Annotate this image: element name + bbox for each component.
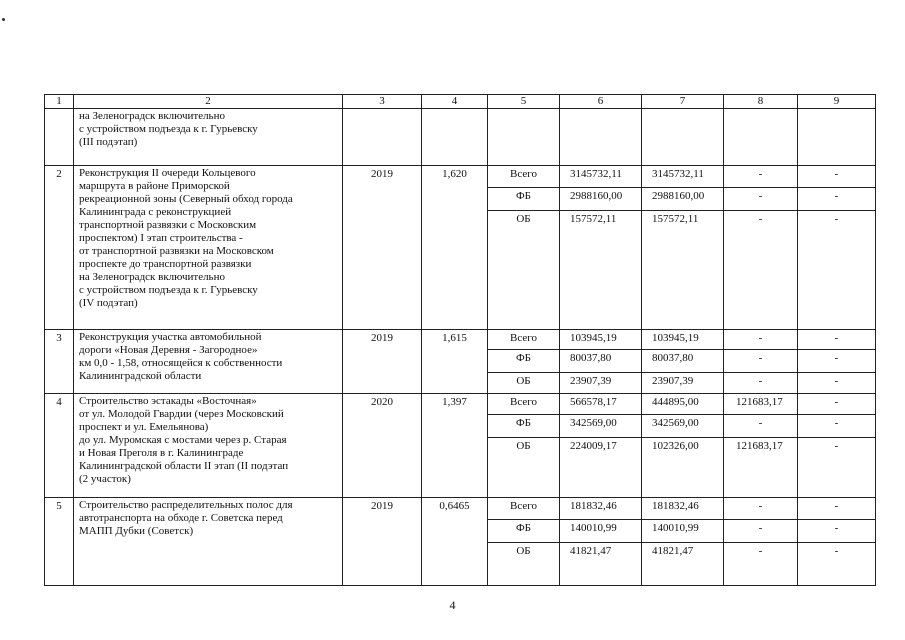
value-col9: -	[798, 211, 876, 330]
source-label: ОБ	[488, 211, 560, 330]
source-label: ФБ	[488, 188, 560, 211]
row-number	[45, 109, 74, 166]
value-total: 566578,17	[560, 394, 642, 415]
value-total: 140010,99	[560, 520, 642, 543]
row-number: 5	[45, 498, 74, 586]
table-row	[45, 394, 876, 415]
year-cell: 2019	[343, 498, 422, 586]
value-col8: -	[724, 498, 798, 520]
value-col8: -	[724, 350, 798, 373]
object-name: Реконструкция II очереди Кольцевого маршрута в районе Приморской рекреационной зоны (Северный обход города Калининграда с реконструкцией транспортной развязки с Московским проспектом) I этап строительства - от транспортной развязки на Московском проспекте до транспортной развязки на Зеленоградск включительно с устройством подъезда к г. Гурьевску (IV подэтап)	[74, 166, 343, 330]
column-number: 3	[343, 95, 422, 109]
value-col7: 41821,47	[642, 543, 724, 586]
value-col9: -	[798, 543, 876, 586]
value-col9: -	[798, 415, 876, 438]
value-col9: -	[798, 166, 876, 188]
column-number: 5	[488, 95, 560, 109]
value-col8: -	[724, 373, 798, 394]
column-number: 4	[422, 95, 488, 109]
source-label: ОБ	[488, 543, 560, 586]
value-col7: 103945,19	[642, 330, 724, 350]
source-label: Всего	[488, 330, 560, 350]
program-table	[44, 94, 876, 586]
value-total: 3145732,11	[560, 166, 642, 188]
table-row	[45, 330, 876, 350]
value-total: 157572,11	[560, 211, 642, 330]
source-cell	[488, 109, 560, 166]
value-col9: -	[798, 520, 876, 543]
value-total: 224009,17	[560, 438, 642, 498]
source-label: ФБ	[488, 520, 560, 543]
source-label: ОБ	[488, 438, 560, 498]
table-row-continuation	[45, 109, 876, 166]
source-label: ФБ	[488, 415, 560, 438]
length-cell: 1,397	[422, 394, 488, 498]
value-col7: 181832,46	[642, 498, 724, 520]
value-col7: 140010,99	[642, 520, 724, 543]
value-col8: -	[724, 415, 798, 438]
length-cell	[422, 109, 488, 166]
column-number: 2	[74, 95, 343, 109]
object-name: Реконструкция участка автомобильной дороги «Новая Деревня - Загородное» км 0,0 - 1,58, относящейся к собственности Калининградской области	[74, 330, 343, 394]
object-name: на Зеленоградск включительно с устройством подъезда к г. Гурьевску (III подэтап)	[74, 109, 343, 166]
value-col9: -	[798, 373, 876, 394]
value-total: 181832,46	[560, 498, 642, 520]
value-col8: -	[724, 520, 798, 543]
value-col8: -	[724, 543, 798, 586]
row-number: 2	[45, 166, 74, 330]
value-col7: 342569,00	[642, 415, 724, 438]
row-number: 3	[45, 330, 74, 394]
value-total: 80037,80	[560, 350, 642, 373]
value-col7: 102326,00	[642, 438, 724, 498]
value-col8: -	[724, 330, 798, 350]
value-total: 103945,19	[560, 330, 642, 350]
value-col8: -	[724, 188, 798, 211]
value-col7: 80037,80	[642, 350, 724, 373]
year-cell: 2019	[343, 330, 422, 394]
value-col9: -	[798, 188, 876, 211]
value-col7: 444895,00	[642, 394, 724, 415]
length-cell: 1,620	[422, 166, 488, 330]
value-col9: -	[798, 350, 876, 373]
column-number: 7	[642, 95, 724, 109]
value-col7: 2988160,00	[642, 188, 724, 211]
row-number: 4	[45, 394, 74, 498]
value-col9: -	[798, 330, 876, 350]
year-cell: 2019	[343, 166, 422, 330]
source-label: Всего	[488, 166, 560, 188]
object-name: Строительство эстакады «Восточная» от ул. Молодой Гвардии (через Московский проспект и ул. Емельянова) до ул. Муромская с мостами через р. Старая и Новая Преголя в г. Калининграде Калининградской области II этап (II подэтап (2 участок)	[74, 394, 343, 498]
value-cell	[798, 109, 876, 166]
column-number: 1	[45, 95, 74, 109]
year-cell	[343, 109, 422, 166]
value-col9: -	[798, 394, 876, 415]
value-col8: 121683,17	[724, 438, 798, 498]
source-label: ФБ	[488, 350, 560, 373]
value-col8: -	[724, 166, 798, 188]
value-col8: -	[724, 211, 798, 330]
scan-mark	[2, 18, 5, 21]
column-number-row	[45, 95, 876, 109]
value-col9: -	[798, 438, 876, 498]
value-col8: 121683,17	[724, 394, 798, 415]
value-total: 342569,00	[560, 415, 642, 438]
object-name: Строительство распределительных полос для автотранспорта на обходе г. Советска перед МАПП Дубки (Советск)	[74, 498, 343, 586]
table-row	[45, 498, 876, 520]
length-cell: 0,6465	[422, 498, 488, 586]
column-number: 6	[560, 95, 642, 109]
value-col7: 3145732,11	[642, 166, 724, 188]
value-col7: 157572,11	[642, 211, 724, 330]
column-number: 8	[724, 95, 798, 109]
value-cell	[560, 109, 642, 166]
source-label: Всего	[488, 394, 560, 415]
source-label: Всего	[488, 498, 560, 520]
year-cell: 2020	[343, 394, 422, 498]
value-col9: -	[798, 498, 876, 520]
value-col7: 23907,39	[642, 373, 724, 394]
page-number: 4	[449, 598, 456, 612]
column-number: 9	[798, 95, 876, 109]
source-label: ОБ	[488, 373, 560, 394]
table-row	[45, 166, 876, 188]
value-total: 41821,47	[560, 543, 642, 586]
length-cell: 1,615	[422, 330, 488, 394]
value-total: 23907,39	[560, 373, 642, 394]
value-cell	[642, 109, 724, 166]
value-total: 2988160,00	[560, 188, 642, 211]
value-cell	[724, 109, 798, 166]
